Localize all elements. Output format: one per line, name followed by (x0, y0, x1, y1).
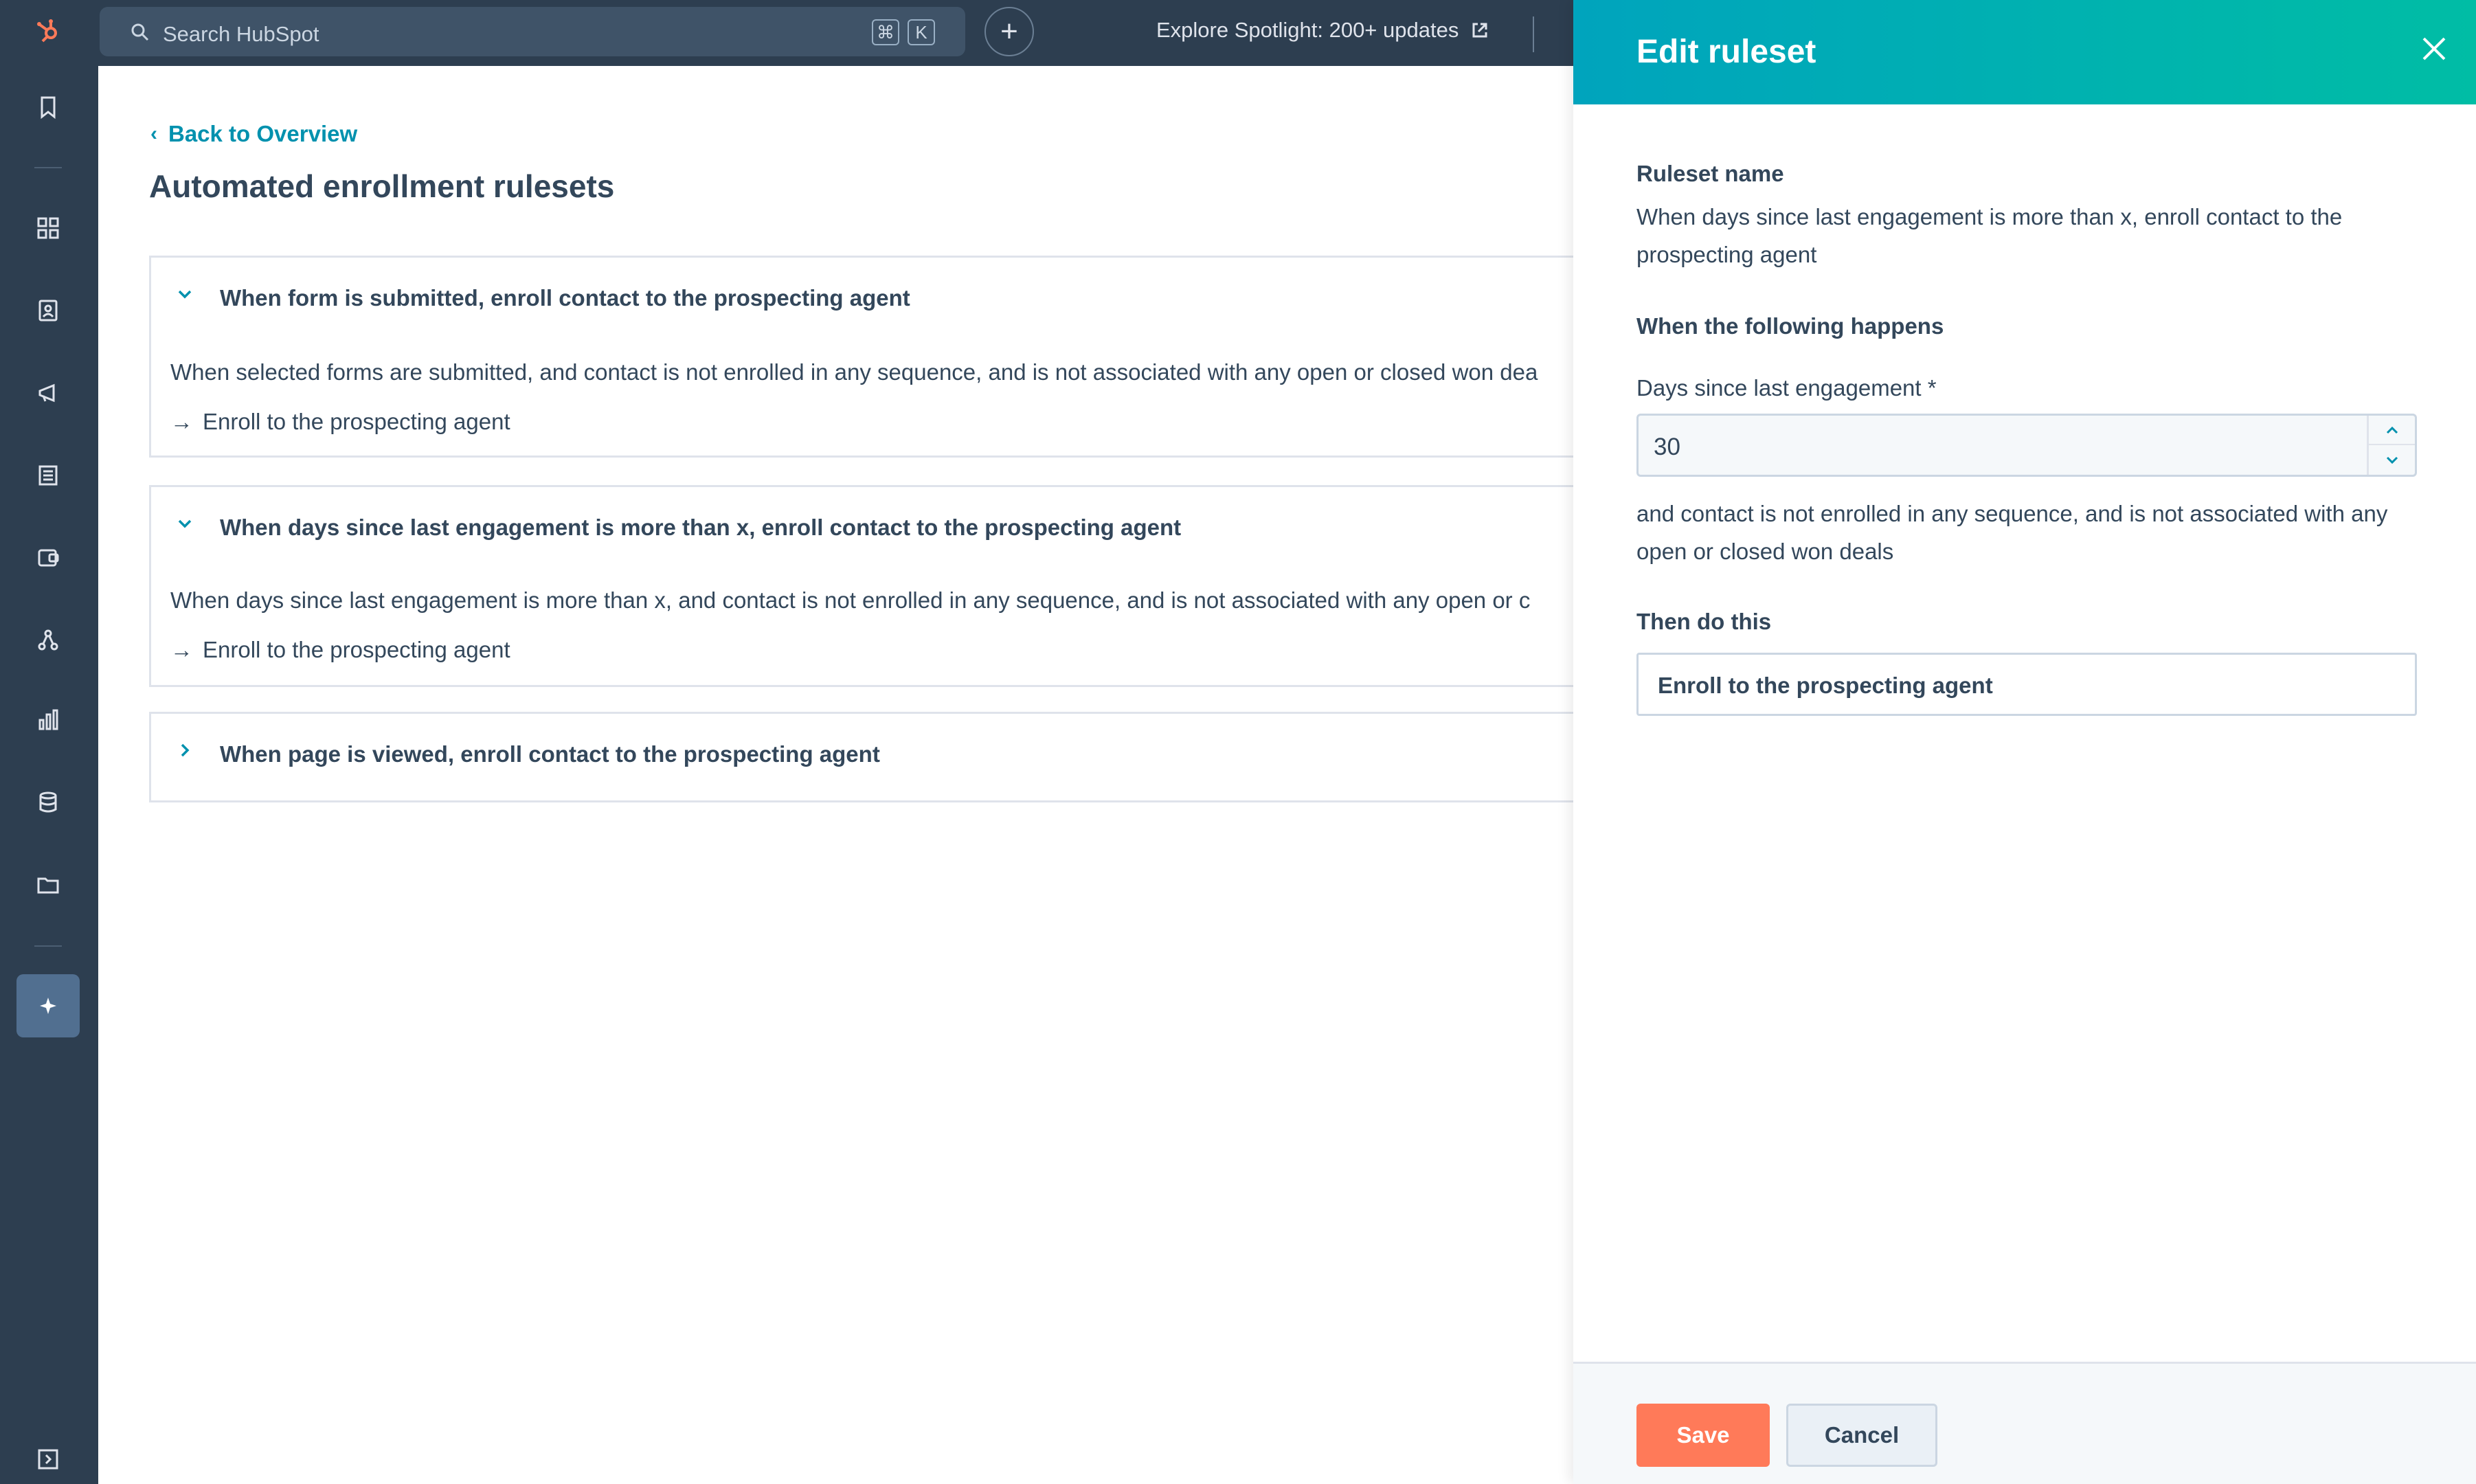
reporting-icon (34, 706, 62, 734)
action-select[interactable] (1636, 653, 2417, 716)
ruleset-card-title: When form is submitted, enroll contact to the prospecting agent (220, 285, 910, 311)
trigger-section-label: When the following happens (1636, 313, 1944, 339)
data-icon[interactable] (16, 771, 80, 834)
ruleset-card-title: When days since last engagement is more than x, enroll contact to the prospecting agent (220, 515, 1182, 540)
dashboard-icon[interactable] (16, 196, 80, 260)
edit-ruleset-panel (1573, 0, 2476, 1484)
ruleset-card-action (170, 409, 510, 435)
shortcut-k-key: K (908, 19, 935, 45)
marketing-icon (34, 379, 62, 407)
back-to-overview-link[interactable] (150, 121, 357, 147)
ruleset-card-description: When days since last engagement is more than x, and contact is not enrolled in any sequence, and is not associated with any open or c (170, 587, 1531, 613)
ruleset-card-description: When selected forms are submitted, and contact is not enrolled in any sequence, and is not associated with any open or closed won dea (170, 359, 1538, 385)
stepper-down-button[interactable] (2369, 445, 2415, 475)
ruleset-card (149, 485, 1592, 687)
page-title: Automated enrollment rulesets (149, 168, 615, 204)
breeze-icon[interactable] (16, 974, 80, 1037)
nav-separator (34, 167, 62, 168)
main-content (98, 66, 1573, 1484)
chevron-down-icon (175, 513, 195, 534)
days-since-engagement-label: Days since last engagement * (1636, 375, 1937, 401)
panel-footer (1573, 1362, 2476, 1484)
commerce-icon[interactable] (16, 526, 80, 589)
content-icon (34, 462, 62, 489)
spotlight-link[interactable] (1156, 18, 1490, 43)
close-icon[interactable] (2418, 33, 2450, 65)
nav-separator (34, 945, 62, 947)
library-icon (34, 871, 62, 899)
bookmark-icon (34, 93, 62, 121)
expand-icon (34, 1446, 62, 1473)
arrow-right-icon: → (170, 409, 193, 434)
save-button[interactable]: Save (1636, 1404, 1770, 1467)
days-since-engagement-input[interactable] (1636, 414, 2417, 477)
breeze-icon (34, 992, 62, 1020)
chevron-right-icon (175, 740, 195, 761)
ruleset-name-value: When days since last engagement is more than x, enroll contact to the prospecting agent (1636, 204, 2343, 267)
ruleset-card (149, 712, 1592, 802)
topbar-divider (1533, 16, 1534, 52)
cancel-button[interactable]: Cancel (1786, 1404, 1937, 1467)
spotlight-label: Explore Spotlight: 200+ updates (1156, 18, 1459, 42)
dashboard-icon (34, 214, 62, 242)
panel-title: Edit ruleset (1636, 34, 1816, 70)
automation-icon (34, 627, 62, 654)
bookmark-icon[interactable] (16, 76, 80, 139)
search-placeholder: Search HubSpot (163, 22, 319, 46)
chevron-left-icon: ‹ (150, 122, 157, 145)
stepper-up-button[interactable] (2369, 416, 2415, 445)
ruleset-card-action-label: Enroll to the prospecting agent (203, 637, 510, 662)
ruleset-card-header[interactable] (151, 714, 1590, 767)
data-icon (34, 789, 62, 816)
condition-text: and contact is not enrolled in any sequence, and is not associated with any open or closed won deals (1636, 501, 2388, 564)
commerce-icon (34, 544, 62, 572)
back-link-label: Back to Overview (168, 121, 358, 146)
ruleset-card (149, 256, 1592, 458)
ruleset-card-header[interactable] (151, 487, 1590, 540)
chevron-up-icon (2383, 421, 2401, 439)
create-button[interactable]: + (984, 7, 1034, 56)
hubspot-logo-icon (34, 18, 62, 45)
ruleset-card-header[interactable] (151, 258, 1590, 311)
automation-icon[interactable] (16, 609, 80, 672)
arrow-right-icon: → (170, 637, 193, 662)
search-input[interactable] (100, 7, 965, 56)
ruleset-card-title: When page is viewed, enroll contact to the prospecting agent (220, 741, 880, 767)
content-icon[interactable] (16, 444, 80, 507)
days-stepper (2367, 416, 2415, 475)
action-select-value: Enroll to the prospecting agent (1658, 673, 1993, 698)
chevron-down-icon (175, 284, 195, 304)
ruleset-card-action-label: Enroll to the prospecting agent (203, 409, 510, 434)
hubspot-logo-icon[interactable] (16, 0, 80, 63)
panel-header (1573, 0, 2476, 104)
chevron-down-icon (2383, 451, 2401, 469)
search-icon (130, 22, 150, 43)
contacts-icon[interactable] (16, 279, 80, 342)
external-link-icon (1470, 20, 1490, 41)
reporting-icon[interactable] (16, 688, 80, 752)
ruleset-card-action (170, 637, 510, 663)
marketing-icon[interactable] (16, 361, 80, 425)
days-input-value: 30 (1654, 434, 1680, 460)
action-section-label: Then do this (1636, 609, 1772, 634)
contacts-icon (34, 297, 62, 324)
expand-icon[interactable] (16, 1428, 80, 1484)
ruleset-name-label: Ruleset name (1636, 161, 1784, 186)
library-icon[interactable] (16, 853, 80, 917)
left-nav (0, 0, 98, 1484)
shortcut-cmd-key: ⌘ (872, 19, 899, 45)
